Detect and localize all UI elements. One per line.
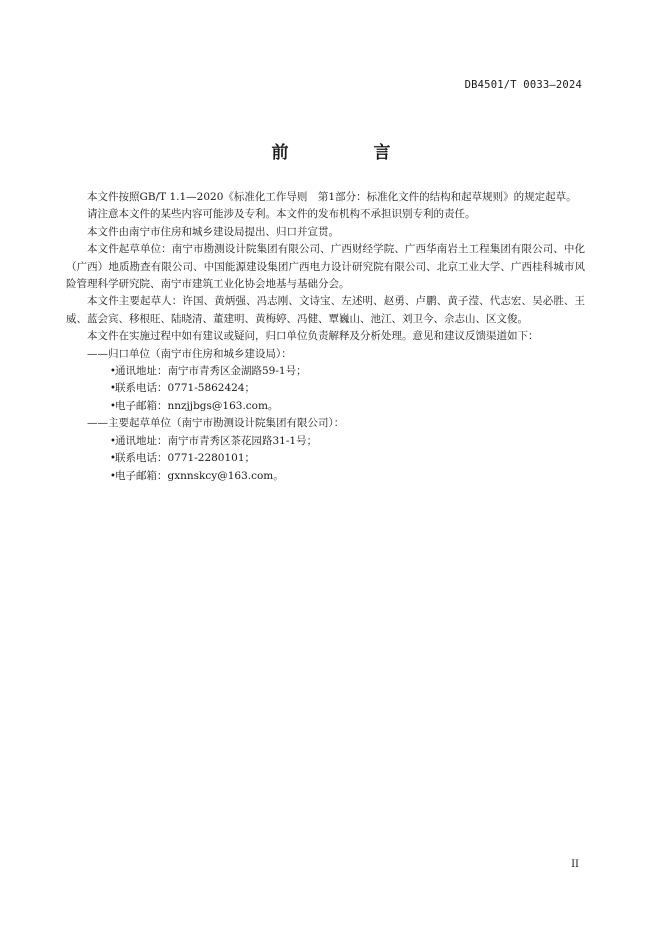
contact-phone: 联系电话：0771-5862424；	[115, 382, 256, 395]
document-code: DB4501/T 0033—2024	[464, 79, 582, 91]
document-body	[66, 189, 585, 485]
bullet-icon: •	[110, 366, 116, 378]
paragraph-drafting-units: 本文件起草单位：南宁市勘测设计院集团有限公司、广西财经学院、广西华南岩土工程集团有限公司、中化（广西）地质勘查有限公司、中国能源建设集团广西电力设计研究院有限公司、北京工业大学、广西桂科城市风险管理科学研究院、南宁市建筑工业化协会地基与基础分会。	[66, 243, 585, 291]
paragraph-drafting-rules: 本文件按照GB/T 1.1—2020《标准化工作导则 第1部分：标准化文件的结构和起草规则》的规定起草。	[87, 191, 577, 203]
contact-item	[66, 363, 585, 380]
contact-item	[66, 398, 585, 415]
contact-heading: ——归口单位（南宁市住房和城乡建设局）：	[87, 347, 292, 360]
paragraph-feedback: 本文件在实施过程中如有建议或疑问，归口单位负责解释及分析处理。意见和建议反馈渠道如下：	[87, 330, 539, 343]
paragraph-drafters: 本文件主要起草人：许国、黄炳强、冯志刚、文诗宝、左述明、赵勇、卢鹏、黄子滢、代志宏、吴必胜、王威、蓝会宾、移根旺、陆晓清、董建明、黄梅婷、冯健、覃巍山、池江、刘卫今、佘志山、区文俊。	[66, 295, 585, 325]
contact-item	[66, 433, 585, 450]
contact-email: 电子邮箱：nnzjjbgs@163.com。	[115, 399, 279, 412]
bullet-icon: •	[110, 383, 116, 395]
bullet-icon: •	[110, 400, 116, 412]
bullet-icon: •	[110, 453, 116, 465]
paragraph-patent-notice: 请注意本文件的某些内容可能涉及专利。本文件的发布机构不承担识别专利的责任。	[87, 208, 476, 221]
paragraph-proposer: 本文件由南宁市住房和城乡建设局提出、归口并宣贯。	[87, 225, 339, 238]
bullet-icon: •	[110, 470, 116, 482]
bullet-icon: •	[110, 435, 116, 447]
contact-address: 通讯地址：南宁市青秀区金湖路59-1号；	[115, 365, 307, 378]
contact-email: 电子邮箱：gxnnskcy@163.com。	[115, 469, 284, 482]
page-number: II	[571, 859, 579, 870]
contact-address: 通讯地址：南宁市青秀区茶花园路31-1号；	[115, 434, 318, 447]
contact-phone: 联系电话：0771-2280101；	[115, 452, 256, 465]
contact-item	[66, 468, 585, 485]
contact-item	[66, 450, 585, 467]
contact-item	[66, 380, 585, 397]
page-title: 前 言	[271, 143, 425, 163]
contact-heading: ——主要起草单位（南宁市勘测设计院集团有限公司）：	[87, 417, 345, 430]
